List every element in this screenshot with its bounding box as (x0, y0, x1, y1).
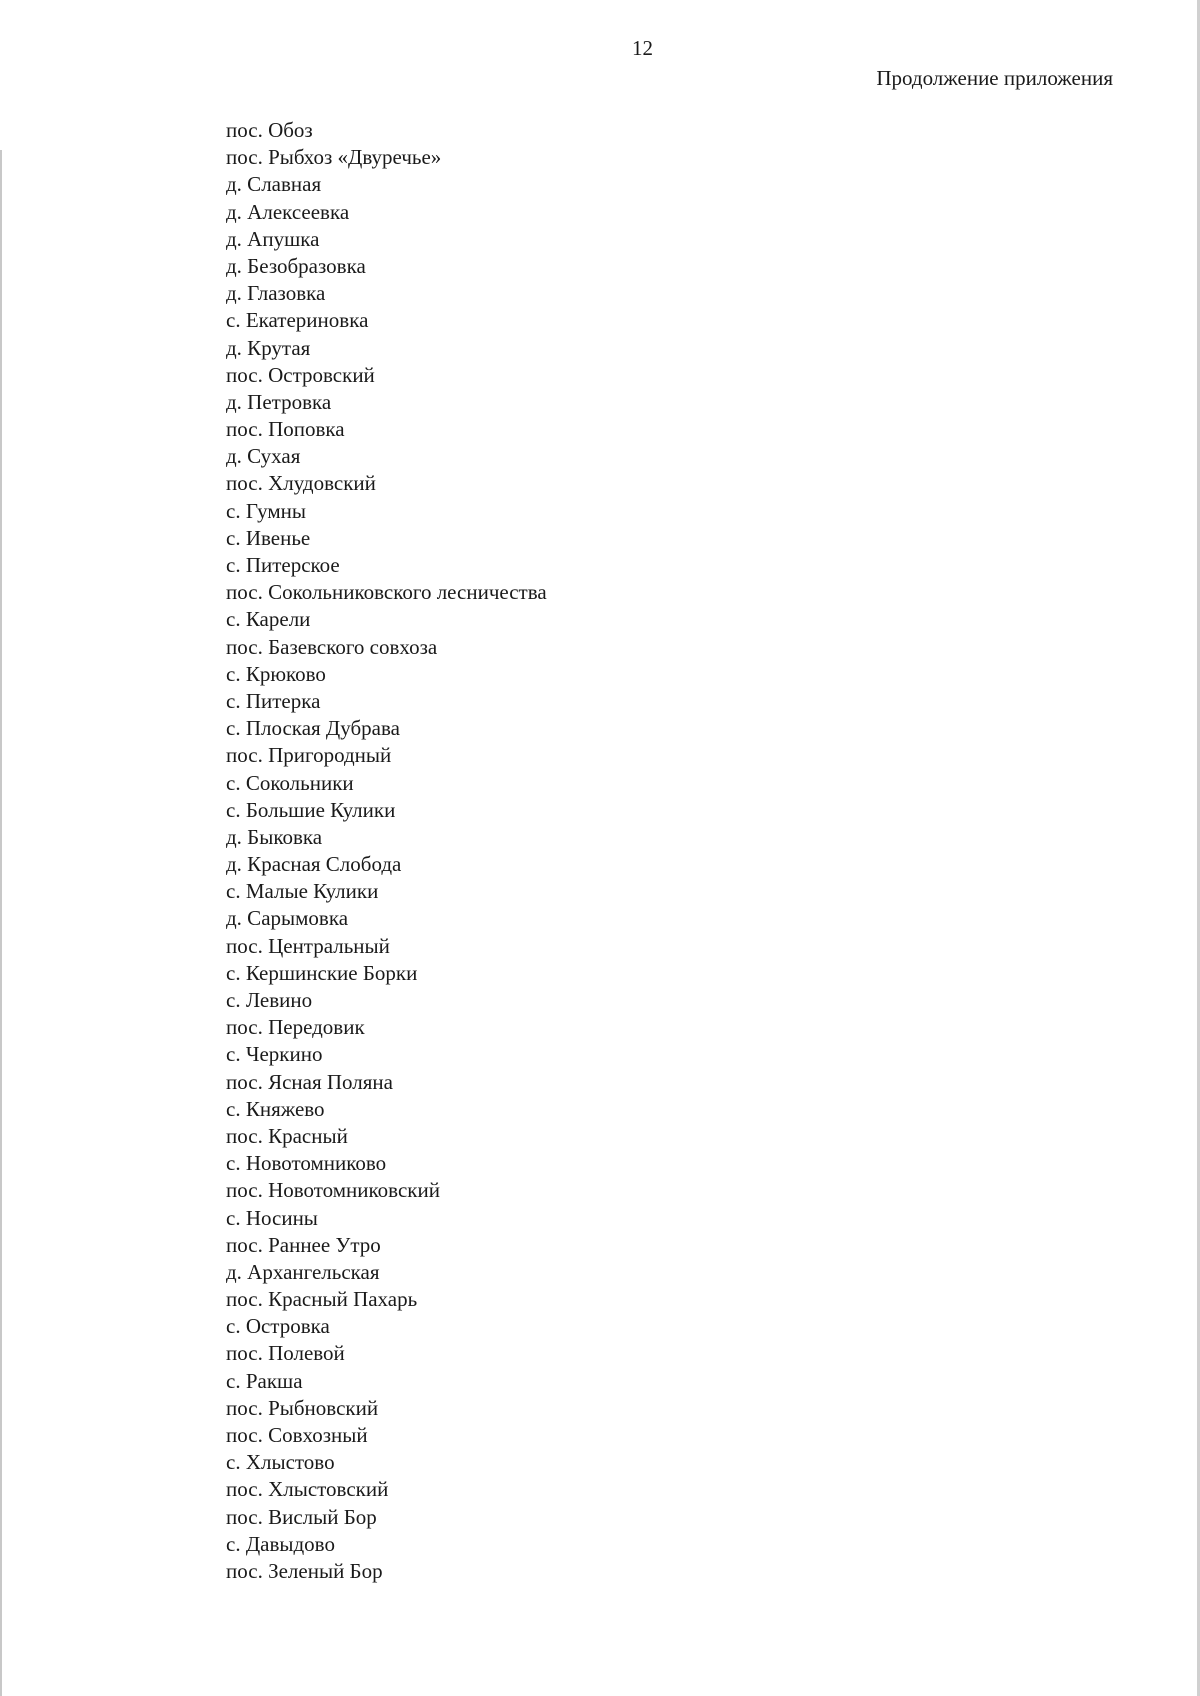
settlement-item: пос. Хлыстовский (226, 1477, 389, 1502)
settlement-item: д. Безобразовка (226, 253, 366, 278)
settlement-item: пос. Базевского совхоза (226, 634, 438, 659)
settlement-list (226, 117, 547, 1585)
settlement-item: д. Глазовка (226, 281, 326, 306)
settlement-item: с. Сокольники (226, 770, 354, 795)
settlement-item: с. Хлыстово (226, 1450, 335, 1475)
settlement-item: д. Архангельская (226, 1259, 380, 1284)
settlement-item: пос. Вислый Бор (226, 1504, 377, 1529)
settlement-item: пос. Красный (226, 1123, 348, 1148)
settlement-item: с. Крюково (226, 661, 326, 686)
settlement-item: пос. Центральный (226, 933, 390, 958)
settlement-item: с. Карели (226, 607, 311, 632)
settlement-item: д. Петровка (226, 389, 332, 414)
settlement-item: д. Апушка (226, 226, 320, 251)
settlement-item: пос. Красный Пахарь (226, 1287, 418, 1312)
settlement-item: пос. Зеленый Бор (226, 1558, 383, 1583)
settlement-item: с. Кершинские Борки (226, 960, 418, 985)
settlement-item: пос. Пригородный (226, 743, 392, 768)
settlement-item: д. Алексеевка (226, 199, 350, 224)
settlement-item: с. Левино (226, 988, 313, 1012)
settlement-item: с. Малые Кулики (226, 879, 379, 904)
settlement-item: пос. Сокольниковского лесничества (226, 580, 547, 605)
settlement-item: с. Черкино (226, 1042, 323, 1067)
settlement-item: д. Быковка (226, 824, 323, 849)
settlement-item: пос. Поповка (226, 417, 345, 442)
settlement-item: пос. Ясная Поляна (226, 1069, 393, 1094)
settlement-item: пос. Рыбхоз «Двуречье» (226, 145, 442, 170)
settlement-item: с. Большие Кулики (226, 797, 396, 822)
settlement-item: пос. Раннее Утро (226, 1232, 381, 1257)
settlement-item: д. Крутая (226, 335, 311, 360)
settlement-item: с. Ракша (226, 1368, 303, 1393)
settlement-item: с. Княжево (226, 1096, 325, 1121)
settlement-item: с. Гумны (226, 498, 307, 523)
scan-edge-left (0, 150, 2, 1696)
settlement-item: с. Плоская Дубрава (226, 716, 400, 741)
settlement-item: пос. Новотомниковский (226, 1178, 440, 1203)
settlement-item: д. Сухая (226, 444, 301, 469)
settlement-item: с. Екатериновка (226, 308, 369, 333)
settlement-item: с. Давыдово (226, 1531, 335, 1556)
settlement-item: пос. Обоз (226, 118, 313, 142)
page-number: 12 (632, 36, 653, 60)
settlement-item: д. Славная (226, 172, 322, 197)
settlement-item: с. Ивенье (226, 525, 311, 550)
settlement-item: пос. Хлудовский (226, 471, 376, 496)
settlement-item: пос. Передовик (226, 1015, 365, 1040)
settlement-item: с. Носины (226, 1205, 318, 1230)
settlement-item: д. Сарымовка (226, 906, 349, 931)
settlement-item: с. Новотомниково (226, 1151, 387, 1176)
settlement-item: пос. Полевой (226, 1341, 345, 1366)
settlement-item: с. Питерское (226, 553, 340, 577)
settlement-item: с. Островка (226, 1314, 330, 1339)
header-note: Продолжение приложения (876, 66, 1113, 90)
settlement-item: пос. Островский (226, 362, 375, 387)
settlement-item: пос. Совхозный (226, 1423, 368, 1447)
settlement-item: с. Питерка (226, 688, 321, 713)
settlement-item: д. Красная Слобода (226, 852, 402, 877)
settlement-item: пос. Рыбновский (226, 1395, 379, 1420)
